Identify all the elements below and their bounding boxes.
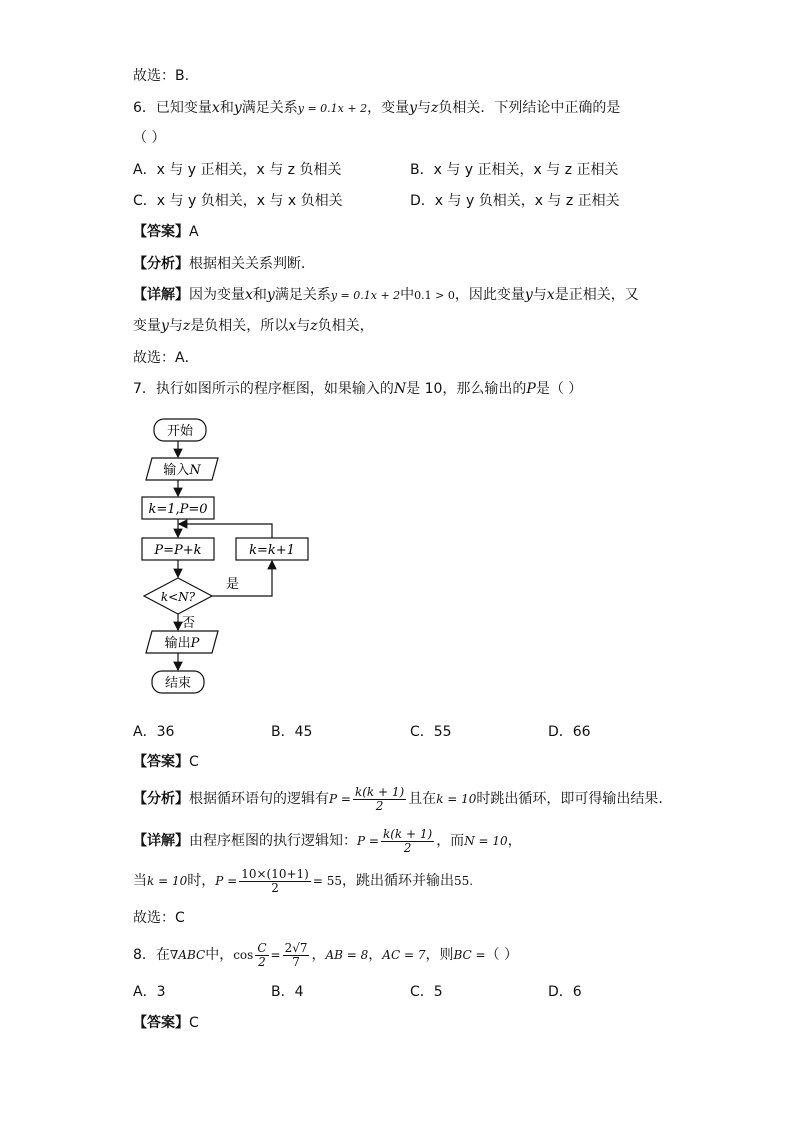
q6-detail-line2: 变量y与z是负相关，所以x与z负相关， bbox=[133, 318, 374, 334]
q6-option-d: D．x 与 y 负相关，x 与 z 正相关 bbox=[410, 193, 620, 209]
flow-input-label: 输入N bbox=[163, 463, 201, 478]
q6-option-b: B．x 与 y 正相关，x 与 z 正相关 bbox=[410, 162, 619, 178]
q6-paren: （ ） bbox=[133, 130, 166, 146]
flow-update-p-label: P=P+k bbox=[154, 543, 202, 558]
q6-choose: 故选：A． bbox=[133, 350, 199, 366]
q7-detail: 【详解】由程序框图的执行逻辑知：P = $\frac{k(k + 1)}{2}$ ，而N = 10， bbox=[133, 826, 522, 855]
flow-start-label: 开始 bbox=[166, 424, 194, 439]
q7-option-b: B．45 bbox=[271, 724, 313, 740]
q8-option-d: D．6 bbox=[548, 984, 582, 1000]
q7-stem: 7．执行如图所示的程序框图，如果输入的N是 10，那么输出的P是（ ） bbox=[133, 381, 583, 397]
q6-stem: 6．已知变量x和y满足关系y = 0.1x + 2，变量y与z负相关．下列结论中正确的是 bbox=[133, 100, 621, 116]
q7-when: 当k = 10时，P = $\frac{10\times(10+1)}{2}$ = 55，跳出循环并输出55. bbox=[133, 866, 474, 895]
q6-option-c: C．x 与 y 负相关，x 与 x 负相关 bbox=[133, 193, 343, 209]
flow-cond-label: k<N? bbox=[160, 590, 196, 604]
q7-choose: 故选：C bbox=[133, 910, 185, 926]
q7-option-a: A．36 bbox=[133, 724, 175, 740]
q6-answer: 【答案】A bbox=[133, 224, 199, 240]
q8-stem: 8．在∇ABC中，cos $\frac{C}{2}$ = $\frac{2√7}{7}$ ，AB = 8，AC = 7，则BC =（ ） bbox=[133, 940, 519, 969]
flow-output-label: 输出P bbox=[164, 636, 200, 651]
flow-no-label: 否 bbox=[182, 616, 196, 631]
q8-option-a: A．3 bbox=[133, 984, 166, 1000]
q8-option-b: B．4 bbox=[271, 984, 304, 1000]
flow-yes-label: 是 bbox=[226, 577, 240, 592]
q7-option-d: D．66 bbox=[548, 724, 591, 740]
q7-analysis: 【分析】根据循环语句的逻辑有P = $\frac{k(k + 1)}{2}$ 且在k = 10时跳出循环，即可得输出结果. bbox=[133, 784, 663, 813]
q6-analysis: 【分析】根据相关关系判断． bbox=[133, 256, 315, 272]
flowchart bbox=[130, 412, 320, 702]
q6-option-a: A．x 与 y 正相关，x 与 z 负相关 bbox=[133, 162, 342, 178]
q7-answer: 【答案】C bbox=[133, 754, 199, 770]
q6-formula: y = 0.1x + 2 bbox=[297, 102, 368, 115]
flow-end-label: 结束 bbox=[164, 676, 192, 691]
flow-init-label: k=1,P=0 bbox=[148, 502, 208, 517]
q8-option-c: C．5 bbox=[410, 984, 443, 1000]
q6-detail-line1: 【详解】因为变量x和y满足关系y = 0.1x + 2中0.1 > 0，因此变量y与x是正相关，又 bbox=[133, 287, 639, 303]
q8-answer: 【答案】C bbox=[133, 1015, 199, 1031]
flow-update-k-label: k=k+1 bbox=[249, 543, 295, 558]
q5-choose-line: 故选：B. bbox=[133, 68, 190, 84]
q7-option-c: C．55 bbox=[410, 724, 452, 740]
